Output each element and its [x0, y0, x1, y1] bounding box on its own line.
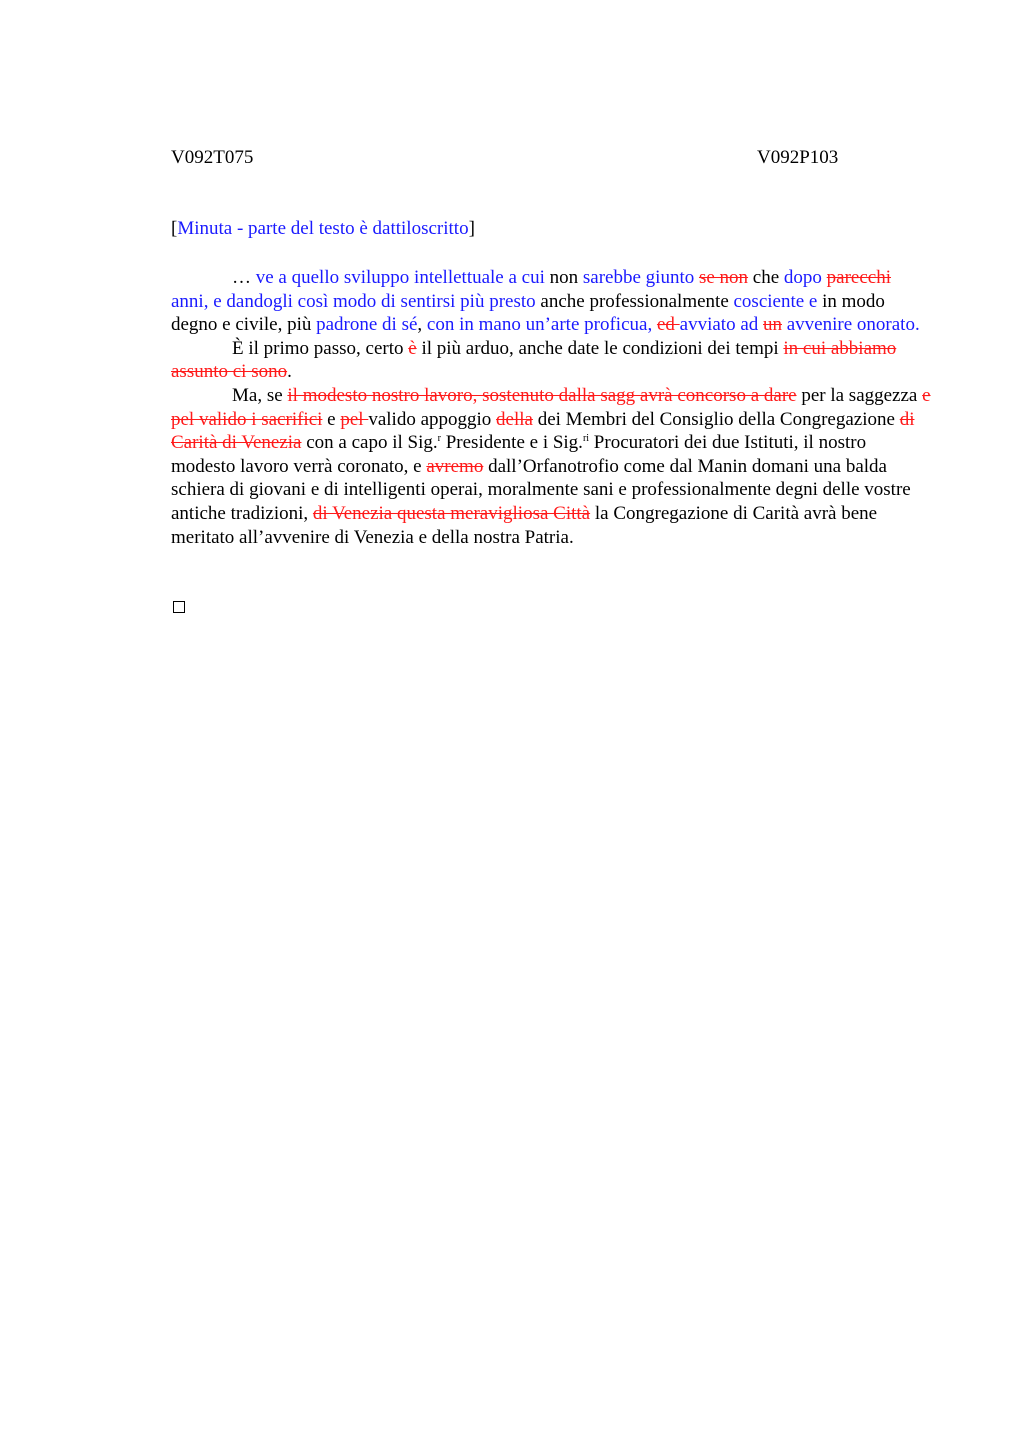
note-close-bracket: ] [468, 218, 475, 239]
note-text: Minuta - parte del testo è dattiloscritto [177, 218, 469, 239]
text-segment: con a capo il Sig. [301, 432, 438, 454]
deleted-text: di Venezia questa meravigliosa Città [312, 502, 591, 524]
inserted-text: avvenire onorato. [782, 314, 920, 336]
text-segment: non [544, 267, 583, 288]
inserted-text: cosciente e [733, 290, 818, 312]
deleted-text: di Carità di Venezia [171, 408, 915, 454]
text-segment: anche professionalmente [535, 290, 734, 312]
text-segment: il più arduo, anche date le condizioni dei tempi [416, 337, 784, 359]
inserted-text: dopo [783, 267, 827, 288]
inserted-text: padrone di sé [316, 314, 418, 336]
document-code-right: V092P103 [757, 147, 839, 168]
editorial-note [171, 217, 475, 241]
paragraph [171, 384, 931, 549]
inserted-text: avviato ad [679, 314, 763, 336]
text-segment: dall’Orfanotrofio come dal Manin domani una balda schiera di giovani e di intelligenti operai, moralmente sani e professionalmente degni delle vostre antiche tradizioni, [171, 455, 911, 524]
document-code-left: V092T075 [171, 147, 254, 168]
deleted-text: un [763, 314, 782, 336]
end-of-text-box-icon [173, 601, 185, 613]
deleted-text: avremo [426, 455, 484, 477]
text-segment: che [748, 267, 784, 288]
note-open-bracket: [ [171, 218, 178, 239]
deleted-text: in cui abbiamo assunto ci sono [171, 337, 897, 383]
deleted-text: ed [656, 314, 680, 336]
text-segment: per la saggezza [796, 384, 923, 406]
deleted-text: è [408, 337, 417, 359]
inserted-text: con in mano un’arte proficua, [426, 314, 653, 336]
inserted-text: anni, e dandogli così modo di sentirsi più presto [171, 290, 536, 312]
superscript-abbreviation: r [437, 433, 441, 445]
paragraph [171, 337, 931, 384]
text-segment: , [417, 314, 427, 336]
inserted-text: sarebbe giunto [582, 267, 695, 288]
text-segment: . [287, 361, 292, 383]
text-segment: in modo degno e civile, più [171, 290, 885, 336]
text-segment: la Congregazione di Carità avrà bene meritato all’avvenire di Venezia e della nostra Patria. [171, 502, 878, 548]
text-segment: Procuratori dei due Istituti, il nostro modesto lavoro verrà coronato, e [171, 432, 867, 477]
deleted-text: il modesto nostro lavoro, sostenuto dalla sagg avrà concorso a dare [287, 384, 797, 406]
text-segment: Ma, se [232, 384, 288, 406]
inserted-text: ve a quello sviluppo intellettuale a cui [255, 267, 545, 288]
text-segment: … [232, 267, 256, 288]
text-segment: È il primo passo, certo [232, 337, 409, 359]
body-text [171, 266, 931, 549]
text-segment: Presidente e i Sig. [440, 432, 583, 454]
deleted-text: se non [698, 267, 749, 288]
deleted-text: pel [340, 408, 369, 430]
deleted-text: e pel valido i sacrifici [171, 384, 931, 430]
deleted-text: parecchi [826, 267, 892, 288]
superscript-abbreviation: ri [582, 433, 590, 445]
text-segment: valido appoggio [368, 408, 497, 430]
deleted-text: della [496, 408, 533, 430]
text-segment: e [322, 408, 341, 430]
text-segment: dei Membri del Consiglio della Congregazione [532, 408, 900, 430]
paragraph [171, 266, 931, 337]
